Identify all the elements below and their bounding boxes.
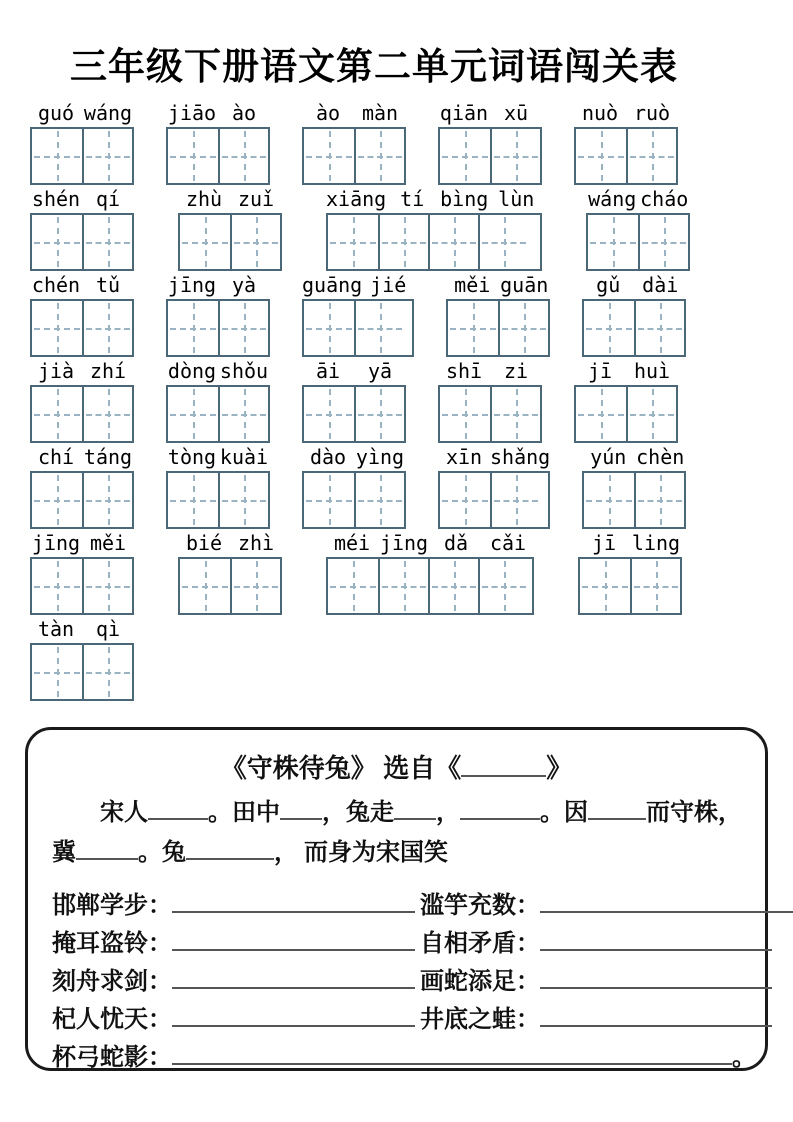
fill-blank bbox=[280, 800, 322, 820]
writing-cell bbox=[490, 387, 540, 441]
text-segment: 。因 bbox=[540, 800, 588, 826]
word-group bbox=[30, 444, 134, 529]
word-group bbox=[178, 186, 282, 271]
pinyin-syllable: tàn bbox=[37, 617, 75, 641]
word-group bbox=[166, 272, 270, 357]
passage-heading bbox=[52, 748, 741, 785]
pinyin-label bbox=[166, 444, 270, 471]
writing-cell bbox=[448, 301, 498, 355]
writing-cell bbox=[82, 473, 132, 527]
writing-grid bbox=[302, 471, 406, 529]
word-group bbox=[302, 358, 406, 443]
word-group bbox=[446, 272, 550, 357]
pinyin-syllable: jié bbox=[370, 273, 407, 297]
writing-cell bbox=[218, 473, 268, 527]
pinyin-syllable: dòng bbox=[167, 359, 217, 383]
pinyin-syllable: nuò bbox=[581, 101, 619, 125]
text-segment: ， bbox=[436, 800, 460, 826]
idiom-suffix: 。 bbox=[732, 1045, 756, 1071]
idiom-line bbox=[52, 1039, 756, 1077]
word-group bbox=[30, 358, 134, 443]
writing-grid bbox=[166, 299, 270, 357]
fill-blank bbox=[172, 893, 415, 913]
word-group bbox=[30, 530, 134, 615]
writing-grid bbox=[446, 299, 550, 357]
pinyin-syllable: táng bbox=[83, 445, 133, 469]
pinyin-syllable: zhì bbox=[237, 531, 275, 555]
writing-cell bbox=[32, 301, 82, 355]
writing-grid bbox=[30, 471, 134, 529]
idiom-label: 邯郸学步： bbox=[52, 893, 172, 919]
word-group bbox=[30, 186, 134, 271]
writing-cell bbox=[32, 215, 82, 269]
writing-cell bbox=[82, 559, 132, 613]
idiom-list bbox=[52, 887, 756, 1077]
fill-blank bbox=[172, 1007, 415, 1027]
fill-blank bbox=[172, 969, 415, 989]
passage-box bbox=[25, 727, 768, 1071]
idiom-line bbox=[52, 925, 741, 963]
writing-grid bbox=[30, 385, 134, 443]
pinyin-label bbox=[582, 272, 686, 299]
writing-grid bbox=[178, 213, 282, 271]
writing-cell bbox=[354, 387, 404, 441]
pinyin-syllable: zi bbox=[503, 359, 529, 383]
pinyin-syllable: bìng bbox=[440, 187, 489, 211]
writing-grid bbox=[30, 643, 134, 701]
writing-grid bbox=[438, 127, 542, 185]
writing-grid bbox=[302, 127, 406, 185]
writing-cell bbox=[478, 559, 528, 613]
writing-cell bbox=[304, 387, 354, 441]
idiom-label: 掩耳盗铃： bbox=[52, 931, 172, 957]
pinyin-syllable: zuǐ bbox=[237, 187, 275, 211]
idiom-entry bbox=[52, 887, 420, 925]
pinyin-label bbox=[446, 272, 550, 299]
pinyin-syllable: guó bbox=[37, 101, 75, 125]
writing-grid bbox=[574, 385, 678, 443]
writing-cell bbox=[634, 301, 684, 355]
text-segment: ， 而身为宋国笑 bbox=[274, 840, 448, 866]
writing-cell bbox=[32, 645, 82, 699]
pinyin-syllable: shǎng bbox=[490, 445, 551, 469]
pinyin-syllable: kuài bbox=[219, 445, 269, 469]
text-segment: 冀 bbox=[52, 840, 76, 866]
writing-cell bbox=[32, 559, 82, 613]
pinyin-syllable: qì bbox=[95, 617, 121, 641]
word-group bbox=[574, 358, 678, 443]
writing-cell bbox=[478, 215, 528, 269]
pinyin-label bbox=[582, 444, 686, 471]
word-group bbox=[166, 444, 270, 529]
pinyin-label bbox=[326, 530, 534, 557]
pinyin-label bbox=[578, 530, 682, 557]
writing-cell bbox=[82, 301, 132, 355]
fill-blank bbox=[540, 893, 793, 913]
writing-grid bbox=[302, 299, 414, 357]
writing-cell bbox=[168, 473, 218, 527]
text-segment: 宋人 bbox=[100, 800, 148, 826]
writing-cell bbox=[576, 129, 626, 183]
text-segment: ，兔走 bbox=[322, 800, 394, 826]
writing-cell bbox=[230, 215, 280, 269]
writing-cell bbox=[218, 129, 268, 183]
writing-grid bbox=[178, 557, 282, 615]
pinyin-syllable: jià bbox=[37, 359, 75, 383]
writing-cell bbox=[440, 129, 490, 183]
fill-blank bbox=[76, 840, 138, 860]
pinyin-syllable: zhù bbox=[185, 187, 223, 211]
text-segment: 《守株待兔》 选自《 bbox=[220, 754, 462, 783]
pinyin-label bbox=[438, 100, 542, 127]
writing-cell bbox=[378, 559, 428, 613]
writing-cell bbox=[82, 129, 132, 183]
pinyin-syllable: měi bbox=[454, 273, 491, 297]
pinyin-syllable: jiāo bbox=[167, 101, 217, 125]
pinyin-label bbox=[30, 100, 134, 127]
writing-grid bbox=[302, 385, 406, 443]
pinyin-label bbox=[30, 272, 134, 299]
word-group bbox=[302, 444, 406, 529]
writing-grid bbox=[326, 557, 534, 615]
writing-grid bbox=[438, 471, 550, 529]
fill-blank bbox=[172, 1045, 732, 1065]
text-segment: 而守株， bbox=[646, 800, 742, 826]
pinyin-syllable: jī bbox=[587, 359, 613, 383]
pinyin-syllable: yā bbox=[367, 359, 393, 383]
text-segment: 。兔 bbox=[138, 840, 186, 866]
idiom-entry bbox=[420, 963, 772, 1001]
pinyin-label bbox=[302, 358, 406, 385]
fill-blank bbox=[148, 800, 208, 820]
pinyin-syllable: lùn bbox=[498, 187, 535, 211]
pinyin-syllable: ling bbox=[631, 531, 681, 555]
pinyin-label bbox=[586, 186, 690, 213]
writing-cell bbox=[490, 473, 540, 527]
pinyin-label bbox=[30, 444, 134, 471]
fill-blank bbox=[588, 800, 646, 820]
word-group bbox=[302, 272, 414, 357]
fill-blank bbox=[540, 969, 772, 989]
word-row bbox=[30, 100, 773, 185]
word-row bbox=[30, 186, 773, 271]
idiom-line bbox=[52, 963, 741, 1001]
writing-grid bbox=[166, 471, 270, 529]
writing-cell bbox=[168, 301, 218, 355]
idiom-label: 刻舟求剑： bbox=[52, 969, 172, 995]
writing-grid bbox=[30, 213, 134, 271]
writing-cell bbox=[428, 215, 478, 269]
word-group bbox=[178, 530, 282, 615]
passage-line bbox=[52, 833, 741, 873]
pinyin-syllable: bié bbox=[185, 531, 223, 555]
writing-cell bbox=[626, 129, 676, 183]
writing-grid bbox=[326, 213, 542, 271]
pinyin-syllable: xū bbox=[503, 101, 529, 125]
fill-blank bbox=[461, 755, 546, 777]
pinyin-syllable: wáng bbox=[83, 101, 133, 125]
pinyin-syllable: chèn bbox=[636, 445, 685, 469]
word-group bbox=[30, 272, 134, 357]
fill-blank bbox=[394, 800, 436, 820]
writing-cell bbox=[230, 559, 280, 613]
pinyin-syllable: chén bbox=[31, 273, 81, 297]
text-segment: 。田中 bbox=[208, 800, 280, 826]
word-group bbox=[166, 100, 270, 185]
pinyin-label bbox=[30, 530, 134, 557]
word-group bbox=[438, 100, 542, 185]
word-group bbox=[302, 100, 406, 185]
writing-cell bbox=[328, 215, 378, 269]
pinyin-label bbox=[178, 530, 282, 557]
writing-cell bbox=[32, 129, 82, 183]
pinyin-label bbox=[574, 358, 678, 385]
writing-cell bbox=[638, 215, 688, 269]
fill-blank bbox=[540, 931, 772, 951]
pinyin-syllable: guāng bbox=[302, 273, 363, 297]
writing-grid bbox=[586, 213, 690, 271]
word-row bbox=[30, 616, 773, 701]
pinyin-syllable: xīn bbox=[445, 445, 483, 469]
pinyin-syllable: chí bbox=[37, 445, 75, 469]
writing-grid bbox=[166, 385, 270, 443]
writing-cell bbox=[304, 473, 354, 527]
word-group bbox=[574, 100, 678, 185]
pinyin-syllable: tǔ bbox=[95, 273, 121, 297]
passage-body bbox=[52, 793, 741, 873]
writing-cell bbox=[584, 301, 634, 355]
writing-cell bbox=[588, 215, 638, 269]
writing-cell bbox=[630, 559, 680, 613]
word-group bbox=[582, 444, 686, 529]
fill-blank bbox=[186, 840, 274, 860]
idiom-entry bbox=[52, 1039, 732, 1077]
writing-cell bbox=[354, 473, 404, 527]
text-segment: 》 bbox=[546, 754, 573, 783]
pinyin-syllable: jī bbox=[591, 531, 617, 555]
word-group bbox=[166, 358, 270, 443]
fill-blank bbox=[172, 931, 415, 951]
idiom-label: 画蛇添足： bbox=[420, 969, 540, 995]
pinyin-syllable: dào bbox=[309, 445, 347, 469]
pinyin-syllable: cháo bbox=[640, 187, 689, 211]
idiom-entry bbox=[420, 925, 772, 963]
writing-cell bbox=[304, 129, 354, 183]
writing-cell bbox=[32, 387, 82, 441]
pinyin-syllable: qí bbox=[95, 187, 121, 211]
pinyin-syllable: yìng bbox=[355, 445, 405, 469]
pinyin-label bbox=[438, 358, 542, 385]
writing-cell bbox=[328, 559, 378, 613]
writing-grid bbox=[574, 127, 678, 185]
pinyin-label bbox=[302, 272, 414, 299]
pinyin-syllable: ào bbox=[315, 101, 341, 125]
word-group bbox=[326, 530, 534, 615]
writing-cell bbox=[354, 129, 404, 183]
word-row bbox=[30, 272, 773, 357]
writing-cell bbox=[168, 129, 218, 183]
idiom-entry bbox=[420, 1001, 772, 1039]
pinyin-syllable: wáng bbox=[588, 187, 637, 211]
pinyin-label bbox=[30, 616, 134, 643]
word-row bbox=[30, 444, 773, 529]
word-group bbox=[30, 616, 134, 701]
pinyin-label bbox=[166, 100, 270, 127]
idiom-line bbox=[52, 887, 741, 925]
pinyin-syllable: tòng bbox=[167, 445, 217, 469]
writing-grid bbox=[582, 299, 686, 357]
pinyin-syllable: dài bbox=[642, 273, 679, 297]
pinyin-syllable: guān bbox=[500, 273, 549, 297]
writing-cell bbox=[498, 301, 548, 355]
pinyin-syllable: shén bbox=[31, 187, 81, 211]
pinyin-syllable: qiān bbox=[439, 101, 489, 125]
pinyin-syllable: měi bbox=[89, 531, 127, 555]
pinyin-syllable: huì bbox=[633, 359, 671, 383]
idiom-label: 杞人忧天： bbox=[52, 1007, 172, 1033]
pinyin-label bbox=[166, 358, 270, 385]
writing-grid bbox=[30, 127, 134, 185]
word-row bbox=[30, 358, 773, 443]
writing-cell bbox=[32, 473, 82, 527]
writing-cell bbox=[354, 301, 404, 355]
pinyin-label bbox=[438, 444, 550, 471]
writing-cell bbox=[378, 215, 428, 269]
writing-cell bbox=[82, 645, 132, 699]
pinyin-label bbox=[302, 100, 406, 127]
idiom-line bbox=[52, 1001, 741, 1039]
idiom-entry bbox=[420, 887, 793, 925]
pinyin-syllable: ruò bbox=[633, 101, 671, 125]
word-group bbox=[326, 186, 542, 271]
writing-grid bbox=[578, 557, 682, 615]
writing-cell bbox=[584, 473, 634, 527]
idiom-label: 滥竽充数： bbox=[420, 893, 540, 919]
pinyin-label bbox=[30, 186, 134, 213]
page-title: 三年级下册语文第二单元词语闯关表 bbox=[70, 47, 678, 88]
pinyin-syllable: jīng bbox=[31, 531, 81, 555]
writing-cell bbox=[218, 301, 268, 355]
pinyin-syllable: dǎ bbox=[443, 531, 469, 555]
idiom-entry bbox=[52, 925, 420, 963]
pinyin-syllable: gǔ bbox=[596, 273, 621, 297]
writing-grid bbox=[30, 299, 134, 357]
writing-grid bbox=[166, 127, 270, 185]
pinyin-syllable: cǎi bbox=[489, 531, 527, 555]
pinyin-syllable: màn bbox=[361, 101, 399, 125]
pinyin-syllable: méi bbox=[333, 531, 371, 555]
idiom-entry bbox=[52, 963, 420, 1001]
word-group bbox=[438, 444, 550, 529]
pinyin-syllable: shǒu bbox=[219, 359, 269, 383]
pinyin-label bbox=[302, 444, 406, 471]
pinyin-label bbox=[574, 100, 678, 127]
idiom-label: 自相矛盾： bbox=[420, 931, 540, 957]
idiom-label: 杯弓蛇影： bbox=[52, 1045, 172, 1071]
fill-blank bbox=[540, 1007, 772, 1027]
pinyin-syllable: yà bbox=[231, 273, 257, 297]
pinyin-syllable: āi bbox=[315, 359, 341, 383]
writing-cell bbox=[440, 387, 490, 441]
writing-cell bbox=[180, 559, 230, 613]
writing-cell bbox=[218, 387, 268, 441]
writing-cell bbox=[580, 559, 630, 613]
pinyin-label bbox=[326, 186, 542, 213]
pinyin-syllable: shī bbox=[445, 359, 483, 383]
writing-cell bbox=[304, 301, 354, 355]
word-grid-section bbox=[30, 100, 773, 701]
fill-blank bbox=[460, 800, 540, 820]
writing-grid bbox=[438, 385, 542, 443]
pinyin-syllable: yún bbox=[590, 445, 627, 469]
pinyin-syllable: tí bbox=[400, 187, 425, 211]
pinyin-syllable: zhí bbox=[89, 359, 127, 383]
writing-cell bbox=[428, 559, 478, 613]
word-group bbox=[582, 272, 686, 357]
writing-cell bbox=[180, 215, 230, 269]
writing-cell bbox=[490, 129, 540, 183]
word-row bbox=[30, 530, 773, 615]
pinyin-syllable: jīng bbox=[167, 273, 217, 297]
passage-line bbox=[52, 793, 741, 833]
pinyin-label bbox=[166, 272, 270, 299]
writing-grid bbox=[582, 471, 686, 529]
pinyin-syllable: ào bbox=[231, 101, 257, 125]
writing-cell bbox=[168, 387, 218, 441]
writing-cell bbox=[82, 387, 132, 441]
writing-cell bbox=[82, 215, 132, 269]
word-group bbox=[586, 186, 690, 271]
writing-cell bbox=[626, 387, 676, 441]
idiom-entry bbox=[52, 1001, 420, 1039]
pinyin-syllable: xiāng bbox=[326, 187, 387, 211]
idiom-label: 井底之蛙： bbox=[420, 1007, 540, 1033]
writing-cell bbox=[634, 473, 684, 527]
word-group bbox=[438, 358, 542, 443]
pinyin-label bbox=[30, 358, 134, 385]
pinyin-label bbox=[178, 186, 282, 213]
word-group bbox=[30, 100, 134, 185]
pinyin-syllable: jīng bbox=[379, 531, 429, 555]
writing-cell bbox=[576, 387, 626, 441]
writing-grid bbox=[30, 557, 134, 615]
word-group bbox=[578, 530, 682, 615]
writing-cell bbox=[440, 473, 490, 527]
